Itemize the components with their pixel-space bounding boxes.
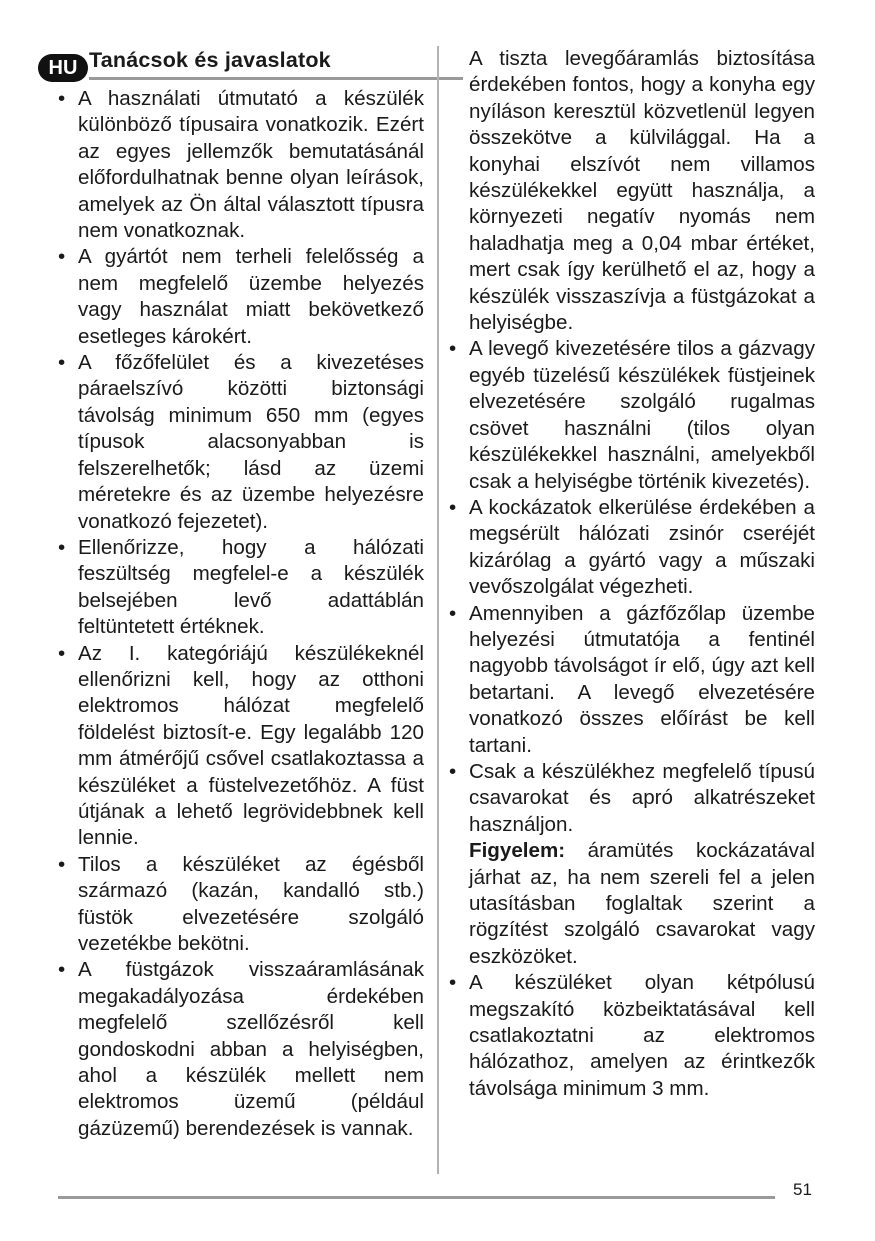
list-item-text: Az I. kategóriájú készülékeknél ellenőrizni kell, hogy az otthoni elektromos hálózat megfelelő földelést biztosít-e. Egy legalább 120 mm átmérőjű csővel csatlakoztassa a készüléket a füstelvezetőhöz. A füst útjának a lehető legrövidebbnek kell lennie. [78, 641, 424, 850]
list-item-text: A főzőfelület és a kivezetéses páraelszívó közötti biztonsági távolság minimum 650 mm (egyes típusok alacsonyabban is felszerelhetők; lásd az üzemi méretekre és az üzembe helyezésre vonatkozó fejezetet). [78, 351, 424, 533]
bullet: • [449, 495, 457, 519]
list-item-text: Amennyiben a gázfőzőlap üzembe helyezési útmutatója a fentinél nagyobb távolságot ír elő, úgy azt kell betartani. A levegő elvezetésére vonatkozó összes előírást be kell tartani. [469, 601, 815, 757]
left-column [58, 86, 424, 1142]
bullet: • [58, 535, 66, 559]
footer-rule [58, 1196, 775, 1199]
list-item-text: Ellenőrizze, hogy a hálózati feszültség megfelel-e a készülék belsejében levő adattáblán feltüntetett értéknek. [78, 535, 424, 639]
list-item [449, 601, 815, 759]
bullet: • [449, 971, 457, 995]
bullet: • [449, 759, 457, 783]
list-item-text: A használati útmutató a készülék különböző típusaira vonatkozik. Ezért az egyes jellemzők bemutatásánál előfordulhatnak benne olyan leírások, amelyek az Ön által választott típusra nem vonatkoznak. [78, 87, 424, 243]
bullet: • [58, 245, 66, 269]
list-item [58, 957, 424, 1142]
right-column [449, 46, 815, 1102]
list-item [58, 244, 424, 350]
language-badge: HU [38, 54, 88, 82]
list-item-text: A kockázatok elkerülése érdekében a megsérült hálózati zsinór cseréjét kizárólag a gyártó vagy a műszaki vevőszolgálat végezheti. [469, 495, 815, 599]
bullet: • [58, 852, 66, 876]
page-number: 51 [793, 1180, 812, 1199]
section-header [38, 46, 428, 82]
list-item [449, 759, 815, 838]
list-item-text: Csak a készülékhez megfelelő típusú csavarokat és apró alkatrészeket használjon. [469, 759, 815, 836]
bullet: • [58, 351, 66, 375]
section-title: Tanácsok és javaslatok [89, 48, 331, 72]
list-item-text: A füstgázok visszaáramlásának megakadályozása érdekében megfelelő szellőzésről kell gondoskodni abban a helyiségben, ahol a készülék mellett nem elektromos üzemű (például gázüzemű) berendezések is vannak. [78, 958, 424, 1140]
warning-paragraph [449, 838, 815, 970]
bullet: • [449, 337, 457, 361]
list-item [449, 336, 815, 494]
list-item [58, 535, 424, 641]
bullet: • [58, 87, 66, 110]
title-underline [89, 77, 463, 80]
list-item [58, 86, 424, 244]
list-item-text: A gyártót nem terheli felelősség a nem megfelelő üzembe helyezés vagy használat miatt bekövetkező esetleges károkért. [78, 245, 424, 348]
list-item [58, 852, 424, 958]
list-item-text: Tilos a készüléket az égésből származó (kazán, kandalló stb.) füstök elvezetésére szolgáló vezetékbe bekötni. [78, 852, 424, 955]
warning-text: áramütés kockázatával járhat az, ha nem szereli fel a jelen utasításban foglaltak szerint a rögzítést szolgáló csavarokat vagy eszközöket. [469, 839, 815, 968]
list-item [58, 350, 424, 535]
bullet: • [58, 641, 66, 665]
list-item-text: A levegő kivezetésére tilos a gázvagy egyéb tüzelésű készülékek füstjeinek elvezetésére szolgáló rugalmas csövet használni (tilos olyan készülékekkel használni, amelyekből csak a helyiségbe történik kivezetés). [469, 337, 815, 493]
warning-label: Figyelem: [469, 839, 566, 863]
list-item [449, 495, 815, 601]
bullet: • [449, 601, 457, 625]
continuation-paragraph: A tiszta levegőáramlás biztosítása érdekében fontos, hogy a konyha egy nyíláson keresztül közvetlenül legyen összekötve a külvilággal. Ha a konyhai elszívót nem villamos készülékekkel együtt használja, a környezeti negatív nyomás nem haladhatja meg a 0,04 mbar értéket, mert csak így kerülhető el az, hogy a készülék visszaszívja a füstgázokat a helyiségbe. [469, 47, 815, 335]
column-divider [437, 46, 439, 1174]
list-item [449, 970, 815, 1102]
list-item [58, 641, 424, 852]
list-item-text: A készüléket olyan kétpólusú megszakító közbeiktatásával kell csatlakoztatni az elektromos hálózathoz, amelyen az érintkezők távolsága minimum 3 mm. [469, 971, 815, 1100]
bullet: • [58, 958, 66, 982]
